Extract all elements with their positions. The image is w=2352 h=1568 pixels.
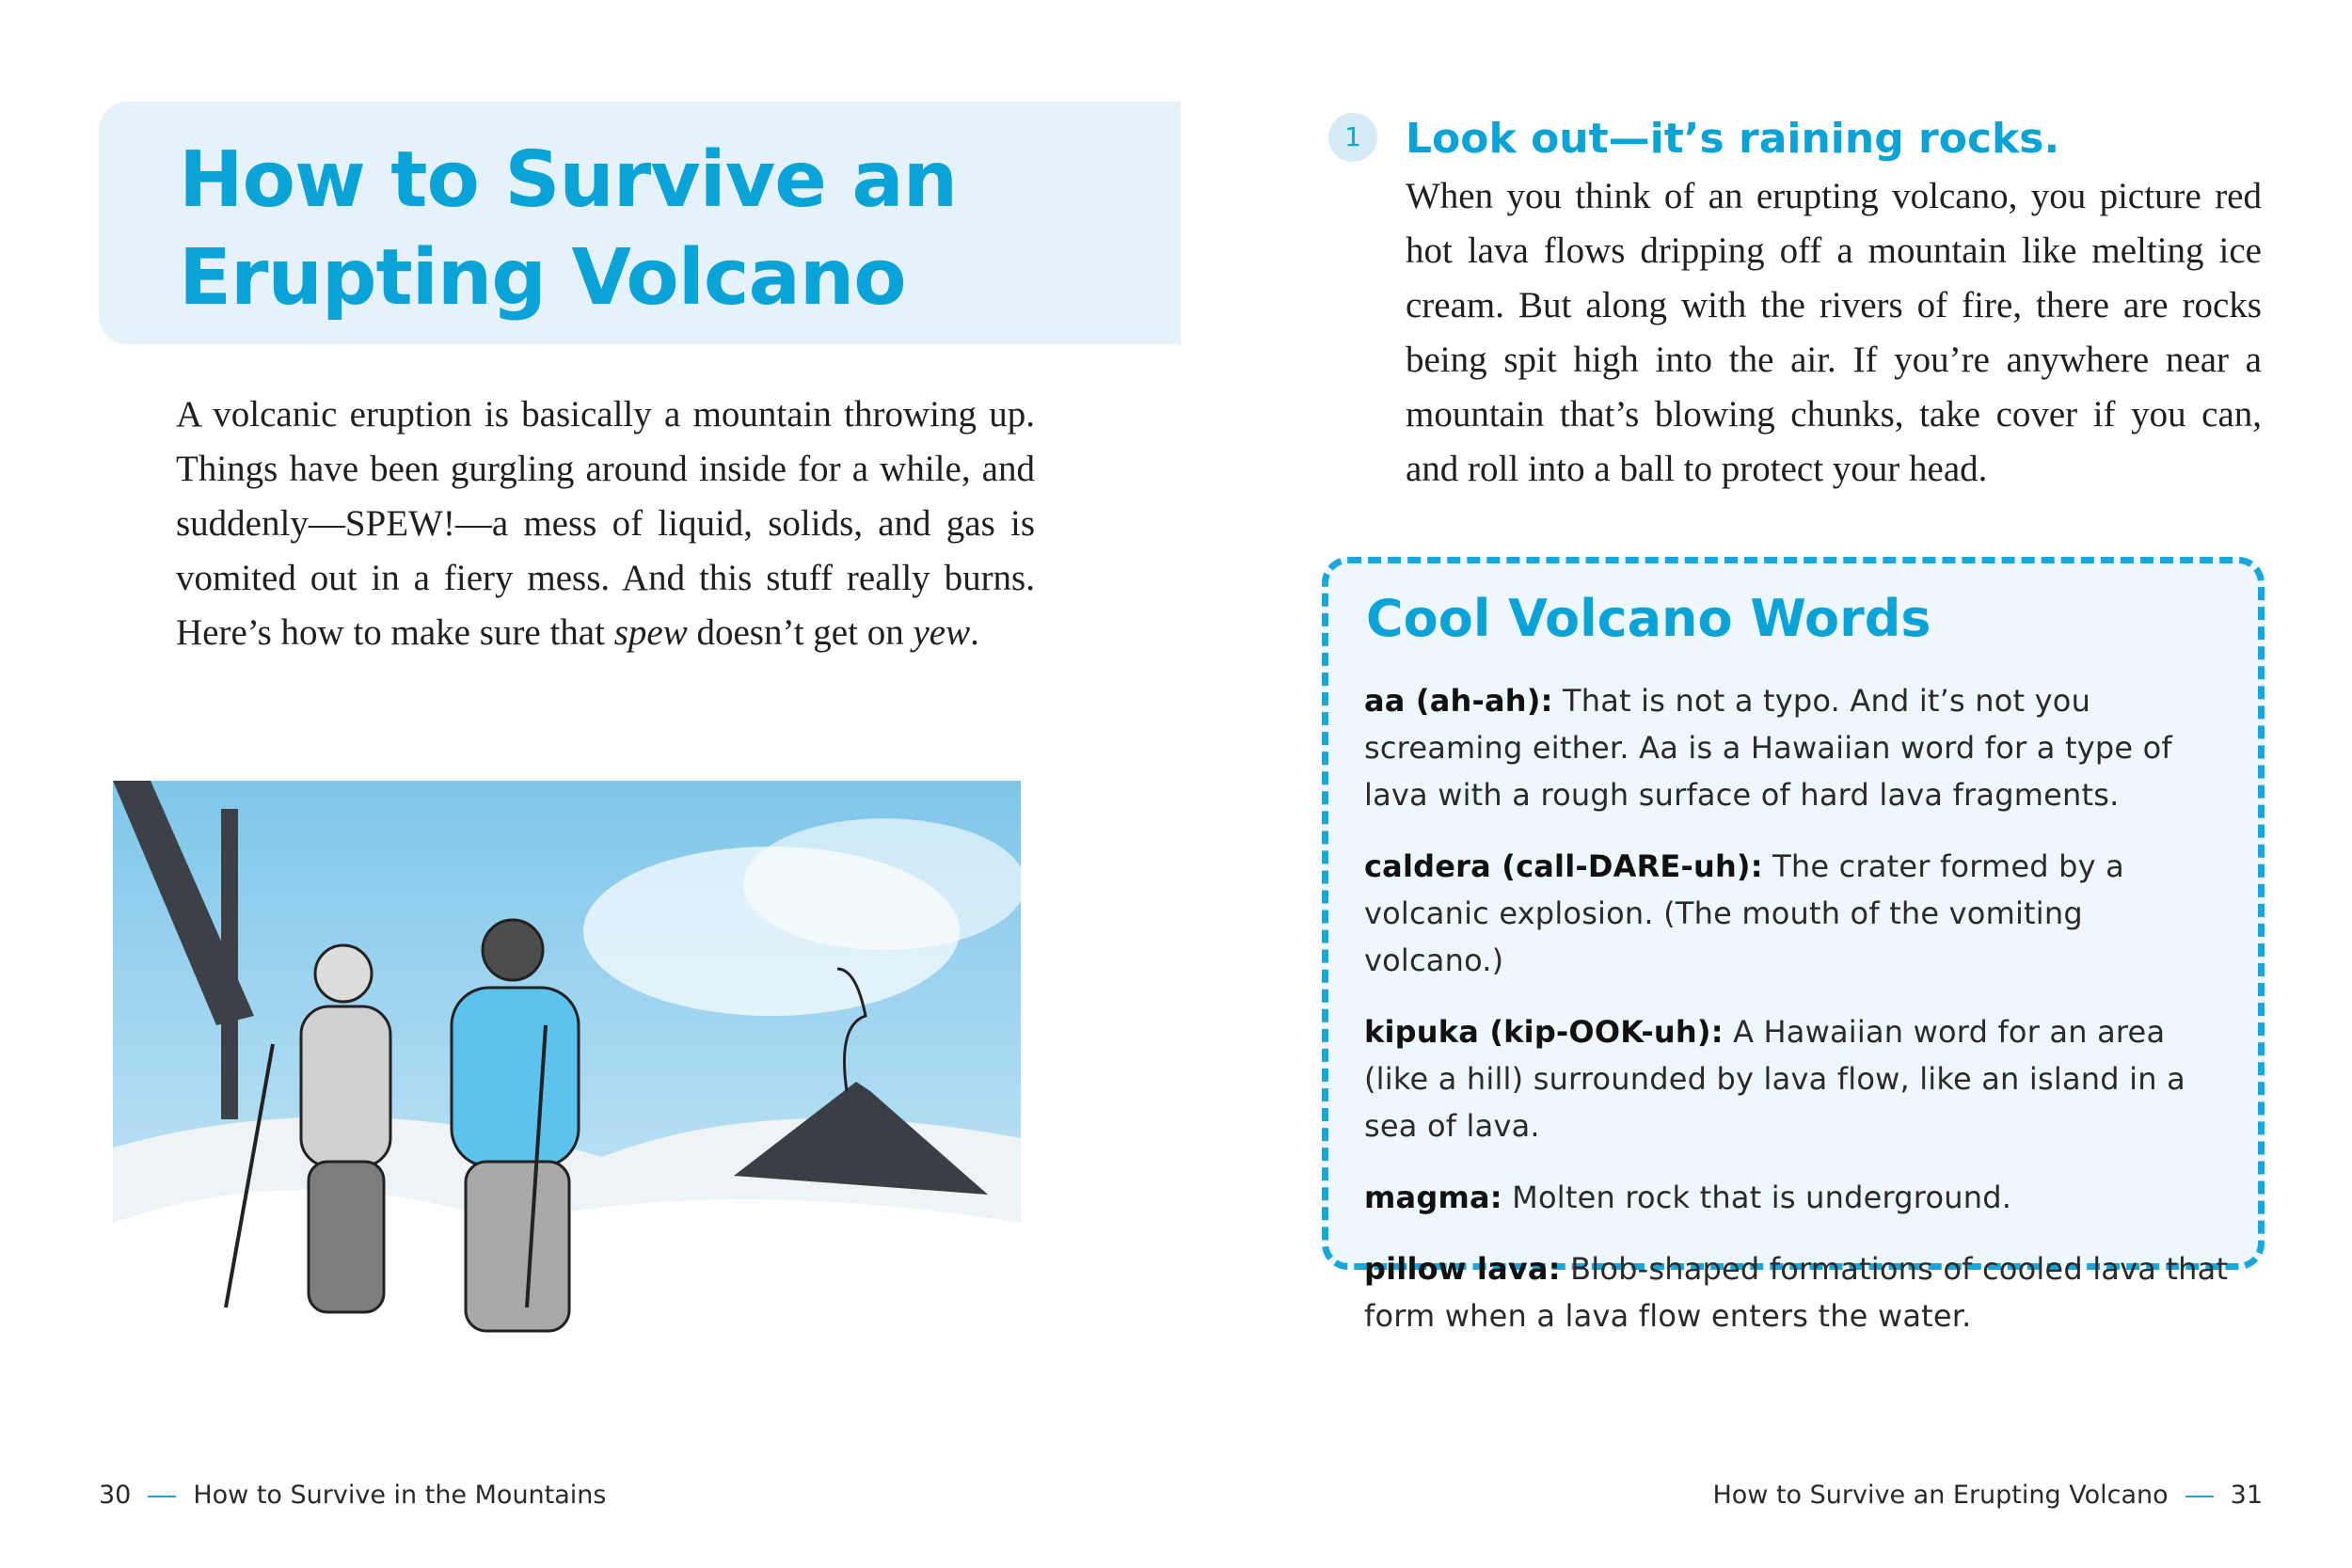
- footer-section-right: How to Survive an Erupting Volcano: [1712, 1481, 2169, 1510]
- word-entry-pillow-lava: [1364, 1245, 2230, 1339]
- footer-right: [1712, 1477, 2263, 1514]
- hiker-head: [315, 945, 372, 1002]
- word-entry-magma: [1364, 1174, 2230, 1221]
- intro-emphasis-spew: spew: [613, 612, 688, 653]
- hiker-2-jacket: [452, 988, 579, 1166]
- cloud: [743, 818, 1021, 950]
- word-definition: That is not a typo. And it’s not you screaming either. Aa is a Hawaiian word for a type of lava with a rough surface of hard lava fragments.: [1364, 683, 2172, 813]
- footer-section-left: How to Survive in the Mountains: [193, 1481, 607, 1510]
- intro-paragraph: [176, 388, 1035, 660]
- vocabulary-title: Cool Volcano Words: [1366, 589, 1931, 648]
- step-heading: Look out—it’s raining rocks.: [1406, 115, 2060, 163]
- word-term: kipuka (kip-OOK-uh):: [1364, 1014, 1724, 1050]
- tree-trunk: [221, 809, 238, 1119]
- intro-text-1: A volcanic eruption is basically a mountain throwing up. Things have been gurgling around inside for a while, and suddenly—SPEW!—a mess of liquid, solids, and gas is vomited out in a fiery mess. And this stuff really burns. Here’s how to make sure that: [176, 394, 1035, 653]
- word-term: magma:: [1364, 1180, 1502, 1215]
- title-line-1: How to Survive an: [179, 135, 958, 225]
- word-term: pillow lava:: [1364, 1251, 1561, 1287]
- hiker-jacket: [301, 1006, 390, 1166]
- word-definition: A Hawaiian word for an area (like a hill) surrounded by lava flow, like an island in a sea of lava.: [1364, 1014, 2185, 1144]
- footer-left: [99, 1477, 606, 1514]
- intro-text-2: doesn’t get on: [687, 612, 914, 653]
- word-definition: The crater formed by a volcanic explosion. (The mouth of the vomiting volcano.): [1364, 848, 2124, 978]
- hikers-volcano-illustration: [113, 781, 1021, 1397]
- hiker-pants: [309, 1162, 384, 1312]
- word-entry-caldera: [1364, 843, 2230, 984]
- word-entry-kipuka: [1364, 1008, 2230, 1149]
- step-number-badge: 1: [1328, 113, 1377, 162]
- intro-emphasis-yew: yew: [913, 612, 971, 653]
- page-number-left: 30: [99, 1481, 132, 1510]
- hiker-2-head: [483, 920, 543, 980]
- vocabulary-list: [1364, 677, 2230, 1364]
- page-title: [179, 132, 1120, 327]
- page-number-right: 31: [2230, 1481, 2263, 1510]
- word-term: aa (ah-ah):: [1364, 683, 1553, 719]
- word-entry-aa: [1364, 677, 2230, 818]
- title-line-2: Erupting Volcano: [179, 233, 906, 323]
- intro-text-3: .: [970, 612, 979, 653]
- hiker-2-pants: [466, 1162, 569, 1331]
- word-term: caldera (call-DARE-uh):: [1364, 848, 1763, 884]
- footer-dash: [148, 1496, 176, 1497]
- word-definition: Blob-shaped formations of cooled lava that form when a lava flow enters the water.: [1364, 1251, 2229, 1334]
- step-body: When you think of an erupting volcano, you picture red hot lava flows dripping off a mountain like melting ice cream. But along with the rivers of fire, there are rocks being spit high into the air. If you’re anywhere near a mountain that’s blowing chunks, take cover if you can, and roll into a ball to protect your head.: [1406, 176, 2262, 489]
- footer-dash: [2185, 1496, 2214, 1497]
- word-definition: Molten rock that is underground.: [1502, 1180, 2012, 1215]
